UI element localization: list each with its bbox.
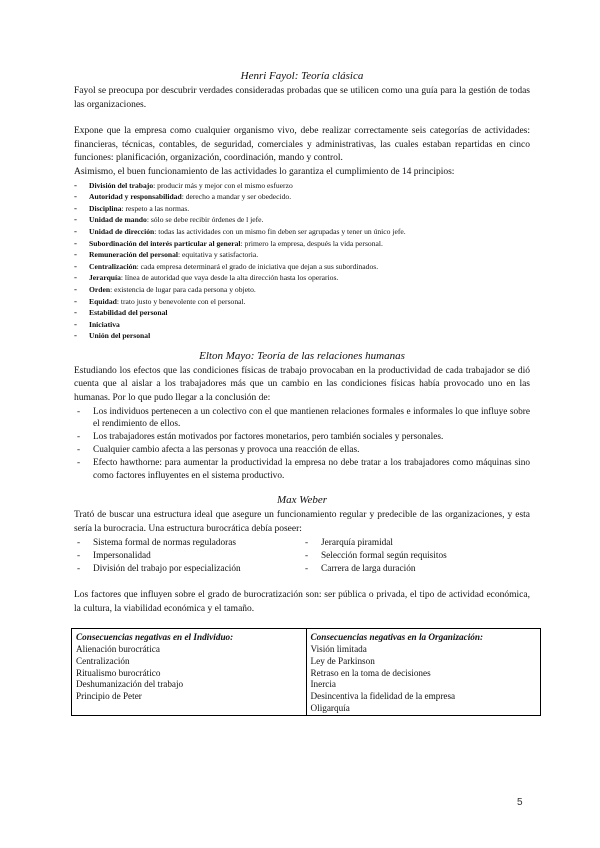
principle-item: - Disciplina: respeto a las normas. [74,203,530,215]
list-item: - Jerarquía piramidal [302,537,530,550]
weber-characteristics [74,537,530,577]
table-row: Retraso en la toma de decisiones [310,667,431,678]
principle-item: - Unidad de mando: sólo se debe recibir órdenes de l jefe. [74,214,530,226]
weber-factors: Los factores que influyen sobre el grado de burocratización son: ser pública o privada, el tipo de actividad económica, la cultura, la viabilidad económica y el tamaño. [74,590,530,614]
mayo-title: Elton Mayo: Teoría de las relaciones humanas [199,349,405,362]
table-row: Ley de Parkinson [310,655,375,666]
weber-right-list [302,537,530,577]
fayol-principles-list [74,180,530,342]
weber-left-list [74,537,302,577]
principle-item: - División del trabajo: producir más y mejor con el mismo esfuerzo [74,180,530,192]
table-row: Alienación burocrática [76,644,160,655]
table-header-individual: Consecuencias negativas en el Individuo: [76,632,234,643]
page-number: 5 [517,797,523,808]
weber-section [74,494,530,616]
list-item: - División del trabajo por especialización [74,563,302,576]
list-item: - Sistema formal de normas reguladoras [74,537,302,550]
principle-item: - Unidad de dirección: todas las actividades con un mismo fin deben ser agrupadas y tener un único jefe. [74,226,530,238]
table-header-organization: Consecuencias negativas en la Organización: [310,632,484,643]
document-page [74,70,530,716]
fayol-principles-intro: Asimismo, el buen funcionamiento de las actividades lo garantiza el cumplimiento de 14 principios: [74,166,455,177]
principle-item: - Estabilidad del personal [74,307,530,319]
list-item: - Efecto hawthorne: para aumentar la productividad la empresa no debe tratar a los trabajadores como máquinas sino como factores influyentes en el sistema productivo. [74,457,530,483]
principle-item: - Orden: existencia de lugar para cada persona y objeto. [74,284,530,296]
table-row: Oligarquía [310,702,350,713]
table-row: Centralización [76,655,130,666]
table-cell-organization [306,629,541,716]
table-row: Principio de Peter [76,690,142,701]
principle-item: - Iniciativa [74,319,530,331]
principle-item: - Centralización: cada empresa determinará el grado de iniciativa que dejan a sus subordinados. [74,261,530,273]
mayo-intro: Estudiando los efectos que las condiciones físicas de trabajo provocaban en la productividad de cada trabajador se dió cuenta que al aislar a los trabajadores más que un cambio en las condiciones físicas había provocado uno en las humanas. Por lo que pudo llegar a la conclusión de: [74,365,530,404]
fayol-intro: Fayol se preocupa por descubrir verdades consideradas probadas que se utilicen como una guía para la gestión de todas las organizaciones. [74,86,530,110]
list-item: - Carrera de larga duración [302,563,530,576]
mayo-points-list [74,406,530,483]
weber-intro: Trató de buscar una estructura ideal que asegure un funcionamiento regular y predecible de las organizaciones, y esta sería la burocracia. Una estructura burocrática debía poseer: [74,510,530,535]
consequences-table [71,628,541,716]
table-row: Deshumanización del trabajo [76,679,184,690]
principle-item: - Unión del personal [74,330,530,342]
table-row: Ritualismo burocrático [76,667,161,678]
list-item: - Cualquier cambio afecta a las personas y provoca una reacción de ellas. [74,444,530,457]
table-row: Desincentiva la fidelidad de la empresa [310,690,456,701]
fayol-section [74,70,530,342]
table-row: Inercia [310,679,336,690]
list-item: - Impersonalidad [74,550,302,563]
fayol-title: Henri Fayol: Teoría clásica [240,70,364,82]
list-item: - Los individuos pertenecen a un colectivo con el que mantienen relaciones formales e informales lo que influye sobre el rendimiento de ellos. [74,406,530,432]
principle-item: - Equidad: trato justo y benevolente con el personal. [74,296,530,308]
table-cell-individual [72,629,307,716]
fayol-activities-paragraph: Expone que la empresa como cualquier organismo vivo, debe realizar correctamente seis categorías de actividades: financieras, técnicas, contables, de seguridad, comerciales y administrativas, las cuales estaban repartidas en cinco funciones: planificación, organización, coordinación, mando y control. [74,126,530,164]
list-item: - Selección formal según requisitos [302,550,530,563]
principle-item: - Autoridad y responsabilidad: derecho a mandar y ser obedecido. [74,191,530,203]
principle-item: - Jerarquía: línea de autoridad que vaya desde la alta dirección hasta los operarios. [74,272,530,284]
list-item: - Los trabajadores están motivados por factores monetarios, pero también sociales y personales. [74,431,530,444]
mayo-section [74,350,530,483]
table-row: Visión limitada [310,644,367,655]
principle-item: - Remuneración del personal: equitativa y satisfactoria. [74,249,530,261]
weber-title: Max Weber [277,494,327,507]
principle-item: - Subordinación del interés particular al general: primero la empresa, después la vida personal. [74,238,530,250]
